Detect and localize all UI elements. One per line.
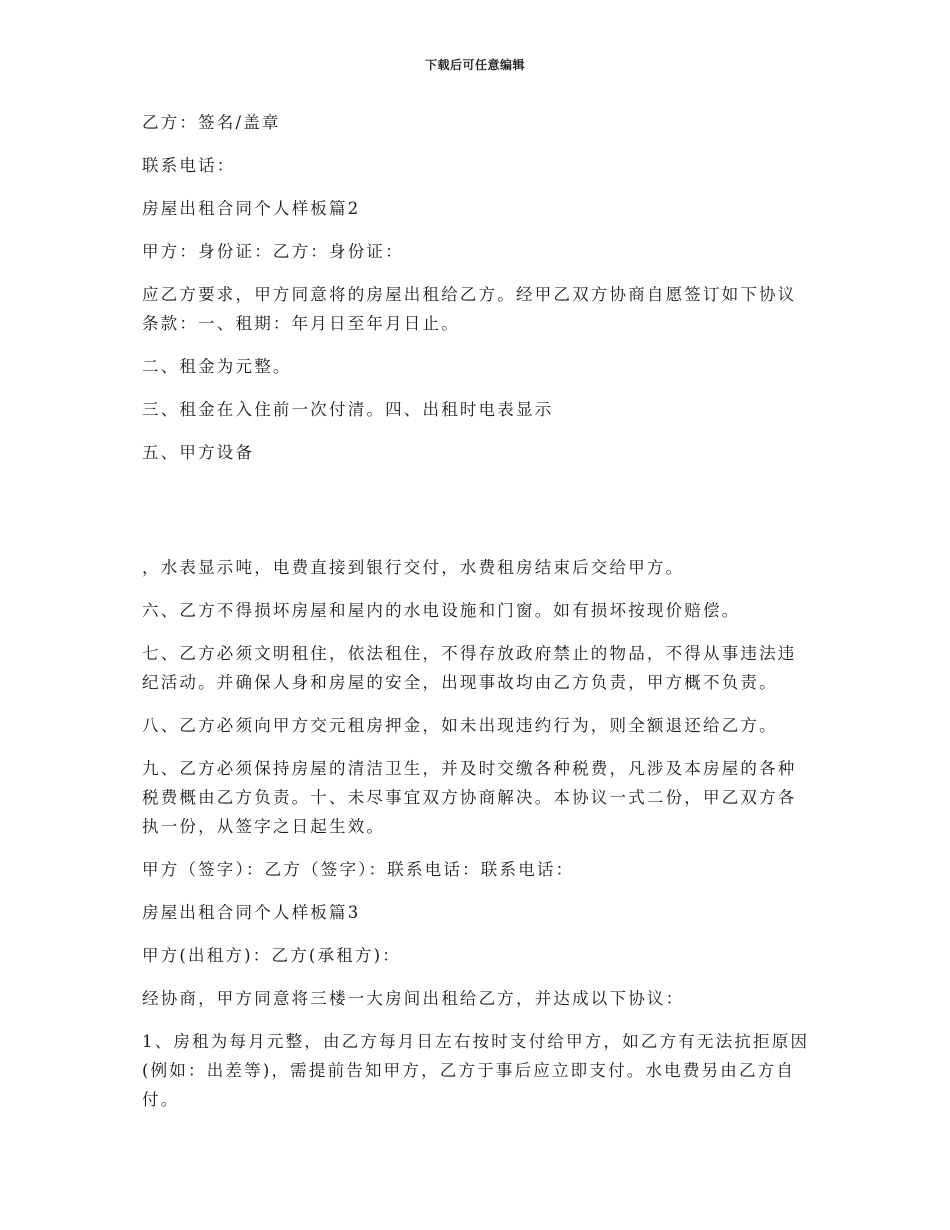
paragraph: 八、乙方必须向甲方交元租房押金，如未出现违约行为，则全额退还给乙方。 bbox=[142, 716, 778, 735]
paragraph: 二、租金为元整。 bbox=[142, 357, 292, 376]
page-header: 下载后可任意编辑 bbox=[424, 58, 525, 72]
paragraph: 五、甲方设备 bbox=[142, 443, 255, 462]
paragraph: 联系电话： bbox=[142, 156, 236, 175]
document-body bbox=[142, 108, 814, 1128]
paragraph: 六、乙方不得损坏房屋和屋内的水电设施和门窗。如有损坏按现价赔偿。 bbox=[142, 601, 741, 620]
section-heading: 房屋出租合同个人样板篇3 bbox=[142, 903, 361, 922]
paragraph: 1、房租为每月元整，由乙方每月日左右按时支付给甲方，如乙方有无法抗拒原因(例如：出差等)，需提前告知甲方，乙方于事后应立即支付。水电费另由乙方自付。 bbox=[142, 1032, 810, 1109]
paragraph: 七、乙方必须文明租住，依法租住，不得存放政府禁止的物品，不得从事违法违纪活动。并确保人身和房屋的安全，出现事故均由乙方负责，甲方概不负责。 bbox=[142, 644, 797, 692]
paragraph: 甲方(出租方)：乙方(承租方)： bbox=[142, 946, 401, 965]
paragraph: 经协商，甲方同意将三楼一大房间出租给乙方，并达成以下协议： bbox=[142, 989, 685, 1008]
paragraph: 应乙方要求，甲方同意将的房屋出租给乙方。经甲乙双方协商自愿签订如下协议条款：一、租期：年月日至年月日止。 bbox=[142, 285, 797, 333]
paragraph: 九、乙方必须保持房屋的清洁卫生，并及时交缴各种税费，凡涉及本房屋的各种税费概由乙方负责。十、未尽事宜双方协商解决。本协议一式二份，甲乙双方各执一份，从签字之日起生效。 bbox=[142, 759, 797, 836]
blank-space bbox=[142, 481, 814, 553]
paragraph: 甲方：身份证：乙方：身份证： bbox=[142, 242, 404, 261]
paragraph: 乙方：签名/盖章 bbox=[142, 113, 281, 132]
paragraph: 三、租金在入住前一次付清。四、出租时电表显示 bbox=[142, 400, 554, 419]
signature-line: 甲方（签字）：乙方（签字）：联系电话：联系电话： bbox=[142, 860, 575, 879]
section-heading: 房屋出租合同个人样板篇2 bbox=[142, 199, 361, 218]
paragraph: ，水表显示吨，电费直接到银行交付，水费租房结束后交给甲方。 bbox=[142, 558, 685, 577]
